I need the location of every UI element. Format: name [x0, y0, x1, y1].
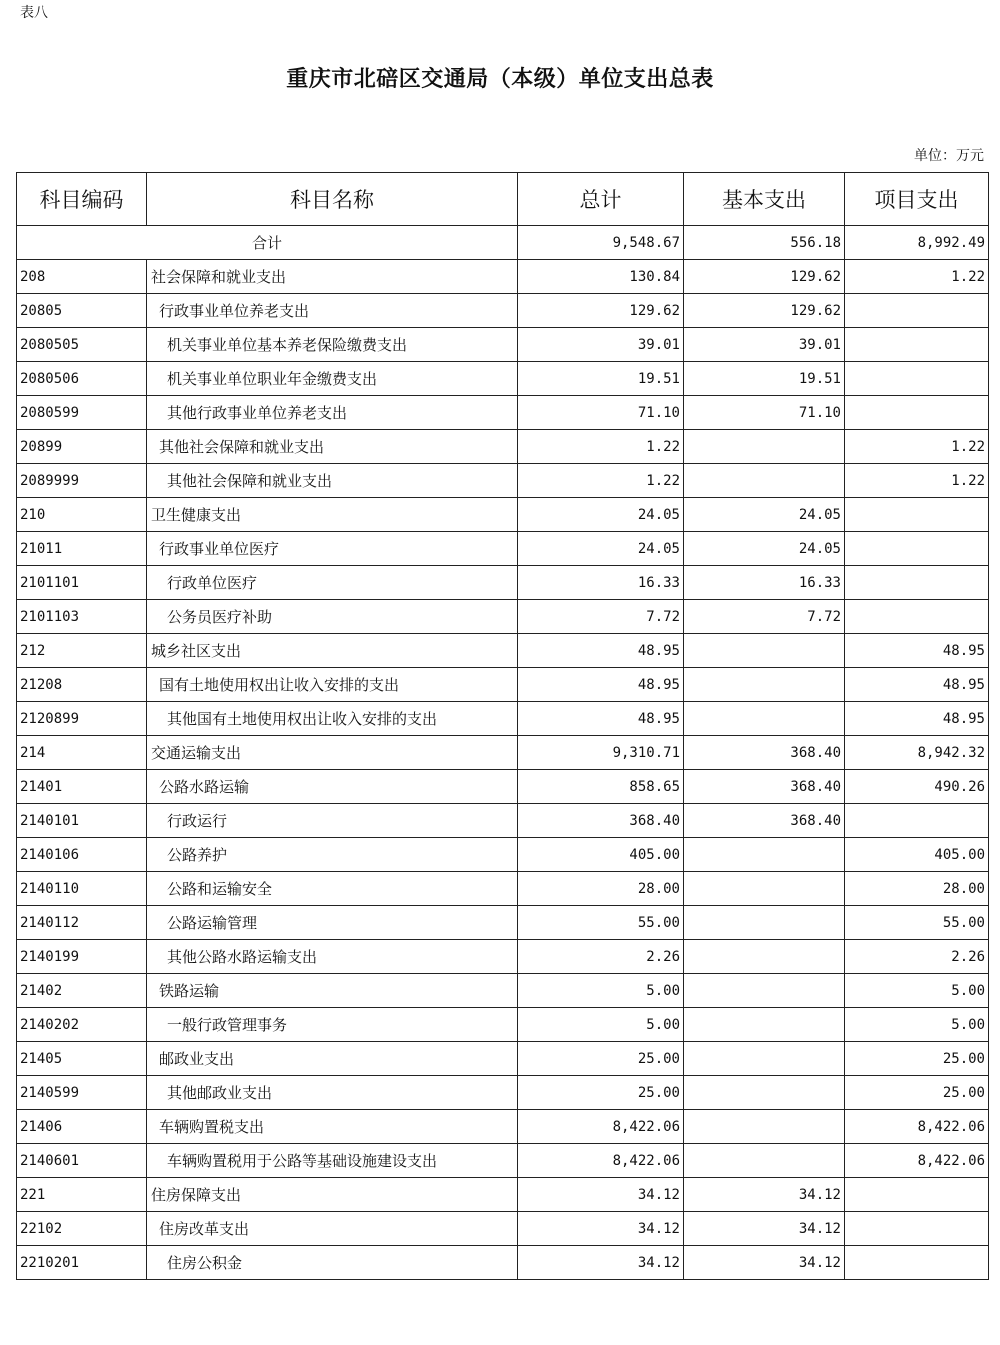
code-cell: 21208 [17, 668, 147, 702]
project-cell: 25.00 [845, 1076, 989, 1110]
basic-cell [684, 702, 845, 736]
code-cell: 2140199 [17, 940, 147, 974]
table-row [17, 328, 989, 362]
total-cell: 25.00 [518, 1076, 684, 1110]
table-row [17, 464, 989, 498]
project-cell: 1.22 [845, 430, 989, 464]
basic-cell: 71.10 [684, 396, 845, 430]
expenditure-table [16, 172, 989, 1280]
name-cell: 社会保障和就业支出 [147, 260, 518, 294]
name-cell: 其他邮政业支出 [147, 1076, 518, 1110]
code-cell: 2210201 [17, 1246, 147, 1280]
table-number: 表八 [20, 5, 48, 21]
project-cell: 48.95 [845, 668, 989, 702]
table-row [17, 532, 989, 566]
unit-label: 单位：万元 [914, 148, 984, 164]
table-row [17, 1246, 989, 1280]
name-cell: 其他社会保障和就业支出 [147, 430, 518, 464]
name-cell: 其他公路水路运输支出 [147, 940, 518, 974]
code-cell: 2080505 [17, 328, 147, 362]
name-cell: 住房公积金 [147, 1246, 518, 1280]
project-cell [845, 566, 989, 600]
basic-cell: 368.40 [684, 804, 845, 838]
basic-cell: 39.01 [684, 328, 845, 362]
total-cell: 48.95 [518, 634, 684, 668]
basic-cell: 24.05 [684, 498, 845, 532]
basic-cell: 34.12 [684, 1212, 845, 1246]
basic-cell [684, 906, 845, 940]
project-cell [845, 1212, 989, 1246]
total-cell: 25.00 [518, 1042, 684, 1076]
code-cell: 2080506 [17, 362, 147, 396]
basic-cell: 34.12 [684, 1178, 845, 1212]
table-row [17, 1008, 989, 1042]
project-cell [845, 328, 989, 362]
code-cell: 2101101 [17, 566, 147, 600]
code-cell: 21406 [17, 1110, 147, 1144]
code-cell: 2101103 [17, 600, 147, 634]
table-row [17, 260, 989, 294]
project-cell: 2.26 [845, 940, 989, 974]
project-cell [845, 362, 989, 396]
basic-cell: 129.62 [684, 260, 845, 294]
code-cell: 20805 [17, 294, 147, 328]
table-row [17, 1110, 989, 1144]
project-cell [845, 498, 989, 532]
total-label: 合计 [17, 226, 518, 260]
project-cell [845, 1246, 989, 1280]
name-cell: 住房改革支出 [147, 1212, 518, 1246]
basic-cell [684, 634, 845, 668]
code-cell: 214 [17, 736, 147, 770]
total-cell: 7.72 [518, 600, 684, 634]
table-row [17, 1212, 989, 1246]
total-cell: 48.95 [518, 668, 684, 702]
project-cell: 5.00 [845, 974, 989, 1008]
table-row [17, 906, 989, 940]
total-row [17, 226, 989, 260]
basic-cell [684, 1042, 845, 1076]
table-row [17, 872, 989, 906]
table-row [17, 804, 989, 838]
name-cell: 行政单位医疗 [147, 566, 518, 600]
code-cell: 2140112 [17, 906, 147, 940]
code-cell: 2140202 [17, 1008, 147, 1042]
table-row [17, 1144, 989, 1178]
name-cell: 车辆购置税用于公路等基础设施建设支出 [147, 1144, 518, 1178]
name-cell: 公路和运输安全 [147, 872, 518, 906]
basic-cell: 556.18 [684, 226, 845, 260]
name-cell: 机关事业单位基本养老保险缴费支出 [147, 328, 518, 362]
total-cell: 2.26 [518, 940, 684, 974]
code-cell: 21401 [17, 770, 147, 804]
total-cell: 1.22 [518, 430, 684, 464]
basic-cell [684, 838, 845, 872]
column-header-code: 科目编码 [17, 173, 147, 226]
column-header-project: 项目支出 [845, 173, 989, 226]
basic-cell: 368.40 [684, 770, 845, 804]
name-cell: 邮政业支出 [147, 1042, 518, 1076]
name-cell: 铁路运输 [147, 974, 518, 1008]
basic-cell [684, 974, 845, 1008]
project-cell: 48.95 [845, 634, 989, 668]
total-cell: 130.84 [518, 260, 684, 294]
name-cell: 行政运行 [147, 804, 518, 838]
code-cell: 221 [17, 1178, 147, 1212]
code-cell: 2080599 [17, 396, 147, 430]
name-cell: 国有土地使用权出让收入安排的支出 [147, 668, 518, 702]
table-row [17, 940, 989, 974]
project-cell: 28.00 [845, 872, 989, 906]
basic-cell: 34.12 [684, 1246, 845, 1280]
name-cell: 卫生健康支出 [147, 498, 518, 532]
project-cell: 8,942.32 [845, 736, 989, 770]
code-cell: 21011 [17, 532, 147, 566]
total-cell: 28.00 [518, 872, 684, 906]
total-cell: 8,422.06 [518, 1144, 684, 1178]
code-cell: 21402 [17, 974, 147, 1008]
basic-cell [684, 430, 845, 464]
code-cell: 2120899 [17, 702, 147, 736]
name-cell: 机关事业单位职业年金缴费支出 [147, 362, 518, 396]
name-cell: 公路养护 [147, 838, 518, 872]
project-cell: 5.00 [845, 1008, 989, 1042]
code-cell: 20899 [17, 430, 147, 464]
total-cell: 55.00 [518, 906, 684, 940]
project-cell: 8,992.49 [845, 226, 989, 260]
column-header-basic: 基本支出 [684, 173, 845, 226]
project-cell: 405.00 [845, 838, 989, 872]
table-row [17, 736, 989, 770]
project-cell: 1.22 [845, 464, 989, 498]
table-row [17, 668, 989, 702]
name-cell: 其他社会保障和就业支出 [147, 464, 518, 498]
project-cell [845, 294, 989, 328]
basic-cell: 24.05 [684, 532, 845, 566]
code-cell: 22102 [17, 1212, 147, 1246]
table-row [17, 838, 989, 872]
total-cell: 39.01 [518, 328, 684, 362]
basic-cell [684, 1110, 845, 1144]
project-cell [845, 532, 989, 566]
code-cell: 21405 [17, 1042, 147, 1076]
total-cell: 16.33 [518, 566, 684, 600]
basic-cell [684, 1008, 845, 1042]
name-cell: 车辆购置税支出 [147, 1110, 518, 1144]
project-cell [845, 1178, 989, 1212]
basic-cell: 16.33 [684, 566, 845, 600]
basic-cell: 368.40 [684, 736, 845, 770]
code-cell: 2140599 [17, 1076, 147, 1110]
project-cell: 48.95 [845, 702, 989, 736]
code-cell: 210 [17, 498, 147, 532]
name-cell: 公路水路运输 [147, 770, 518, 804]
total-cell: 19.51 [518, 362, 684, 396]
name-cell: 城乡社区支出 [147, 634, 518, 668]
code-cell: 212 [17, 634, 147, 668]
table-row [17, 294, 989, 328]
table-row [17, 566, 989, 600]
name-cell: 交通运输支出 [147, 736, 518, 770]
project-cell: 25.00 [845, 1042, 989, 1076]
table-row [17, 1076, 989, 1110]
table-header-row [17, 173, 989, 226]
column-header-total: 总计 [518, 173, 684, 226]
basic-cell [684, 1076, 845, 1110]
project-cell: 8,422.06 [845, 1144, 989, 1178]
page-title: 重庆市北碚区交通局（本级）单位支出总表 [286, 66, 714, 92]
code-cell: 2140110 [17, 872, 147, 906]
project-cell: 8,422.06 [845, 1110, 989, 1144]
total-cell: 24.05 [518, 498, 684, 532]
total-cell: 5.00 [518, 1008, 684, 1042]
name-cell: 行政事业单位医疗 [147, 532, 518, 566]
basic-cell [684, 668, 845, 702]
total-cell: 9,310.71 [518, 736, 684, 770]
total-cell: 34.12 [518, 1246, 684, 1280]
table-row [17, 770, 989, 804]
table-row [17, 430, 989, 464]
table-row [17, 362, 989, 396]
basic-cell: 19.51 [684, 362, 845, 396]
basic-cell [684, 1144, 845, 1178]
table-row [17, 498, 989, 532]
total-cell: 48.95 [518, 702, 684, 736]
basic-cell [684, 872, 845, 906]
code-cell: 208 [17, 260, 147, 294]
code-cell: 2089999 [17, 464, 147, 498]
total-cell: 858.65 [518, 770, 684, 804]
code-cell: 2140101 [17, 804, 147, 838]
table-row [17, 600, 989, 634]
basic-cell: 7.72 [684, 600, 845, 634]
total-cell: 34.12 [518, 1178, 684, 1212]
project-cell: 1.22 [845, 260, 989, 294]
total-cell: 405.00 [518, 838, 684, 872]
table-row [17, 1042, 989, 1076]
project-cell [845, 804, 989, 838]
total-cell: 9,548.67 [518, 226, 684, 260]
project-cell: 490.26 [845, 770, 989, 804]
name-cell: 其他行政事业单位养老支出 [147, 396, 518, 430]
basic-cell: 129.62 [684, 294, 845, 328]
basic-cell [684, 464, 845, 498]
column-header-name: 科目名称 [147, 173, 518, 226]
code-cell: 2140601 [17, 1144, 147, 1178]
total-cell: 34.12 [518, 1212, 684, 1246]
table-row [17, 974, 989, 1008]
total-cell: 368.40 [518, 804, 684, 838]
project-cell: 55.00 [845, 906, 989, 940]
name-cell: 公路运输管理 [147, 906, 518, 940]
table-body [17, 226, 989, 1280]
table-row [17, 702, 989, 736]
total-cell: 71.10 [518, 396, 684, 430]
table-row [17, 634, 989, 668]
name-cell: 行政事业单位养老支出 [147, 294, 518, 328]
name-cell: 其他国有土地使用权出让收入安排的支出 [147, 702, 518, 736]
basic-cell [684, 940, 845, 974]
name-cell: 住房保障支出 [147, 1178, 518, 1212]
name-cell: 公务员医疗补助 [147, 600, 518, 634]
total-cell: 5.00 [518, 974, 684, 1008]
total-cell: 1.22 [518, 464, 684, 498]
table-row [17, 1178, 989, 1212]
project-cell [845, 396, 989, 430]
project-cell [845, 600, 989, 634]
name-cell: 一般行政管理事务 [147, 1008, 518, 1042]
total-cell: 24.05 [518, 532, 684, 566]
total-cell: 129.62 [518, 294, 684, 328]
table-row [17, 396, 989, 430]
total-cell: 8,422.06 [518, 1110, 684, 1144]
code-cell: 2140106 [17, 838, 147, 872]
